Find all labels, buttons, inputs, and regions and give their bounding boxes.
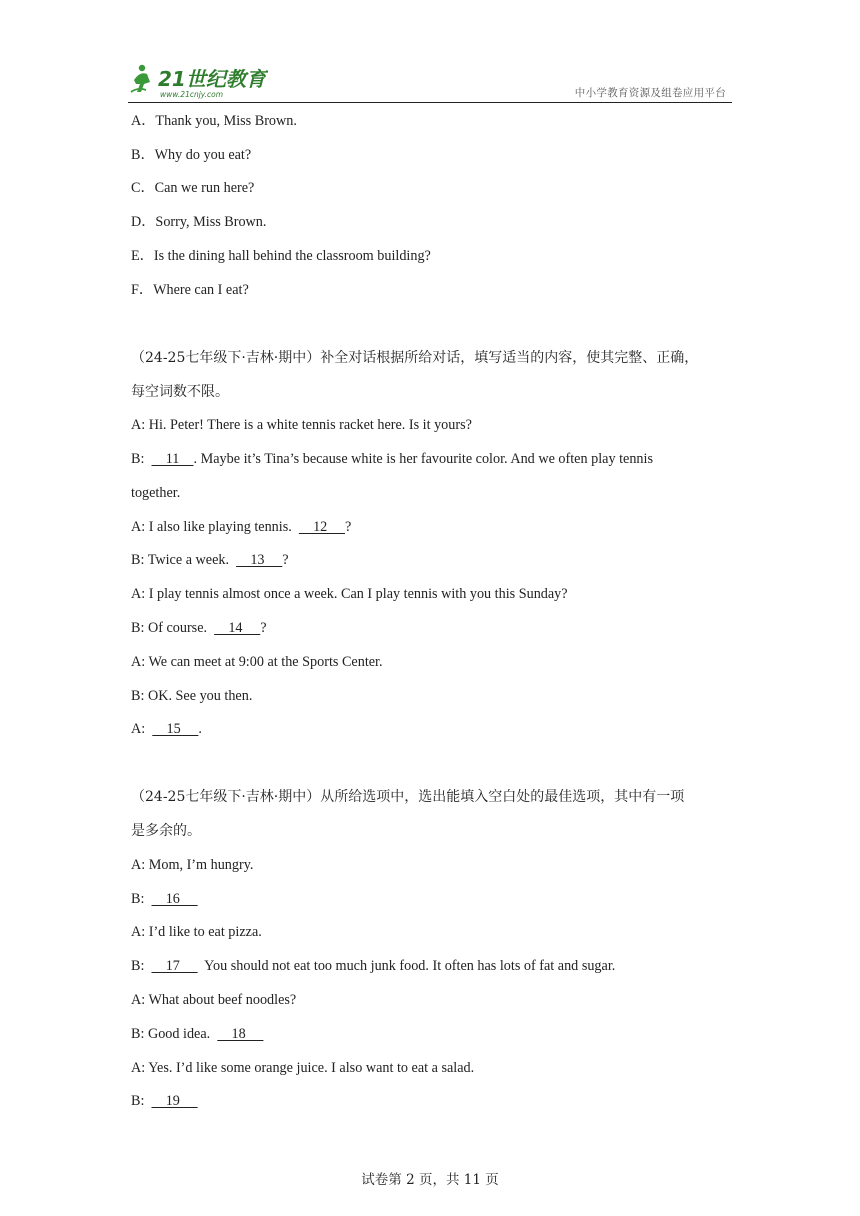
dialogue-line: B: OK. See you then. bbox=[131, 688, 253, 704]
blank-13: 13 bbox=[236, 552, 283, 568]
blank-17: 17 bbox=[151, 958, 198, 974]
dialogue-line: A: 15 . bbox=[131, 721, 202, 737]
blank-12: 12 bbox=[298, 519, 345, 535]
dialogue-line: A: I play tennis almost once a week. Can I play tennis with you this Sunday? bbox=[131, 586, 568, 602]
dialogue-line: together. bbox=[131, 485, 181, 501]
dialogue-line: A: Hi. Peter! There is a white tennis racket here. Is it yours? bbox=[131, 417, 472, 433]
section3-instruction: （24-25七年级下·吉林·期中）从所给选项中，选出能填入空白处的最佳选项，其中有一项 bbox=[131, 789, 685, 805]
option-d: D．Sorry, Miss Brown. bbox=[131, 214, 267, 230]
blank-15: 15 bbox=[152, 721, 199, 737]
blank-18: 18 bbox=[217, 1026, 264, 1042]
dialogue-line: B: 19 bbox=[131, 1093, 198, 1109]
dialogue-line: A: Yes. I’d like some orange juice. I also want to eat a salad. bbox=[131, 1060, 475, 1076]
dialogue-line: B: Twice a week. 13 ? bbox=[131, 552, 289, 568]
page-footer: 试卷第 2 页，共 11 页 bbox=[361, 1172, 499, 1188]
platform-name: 中小学教育资源及组卷应用平台 bbox=[574, 87, 726, 99]
dialogue-line: B: 17 You should not eat too much junk food. It often has lots of fat and sugar. bbox=[131, 958, 616, 974]
section3-instruction-cont: 是多余的。 bbox=[131, 823, 201, 839]
blank-14: 14 bbox=[214, 620, 261, 636]
option-c: C．Can we run here? bbox=[131, 180, 255, 196]
page-header bbox=[128, 62, 732, 103]
svg-text:www.21cnjy.com: www.21cnjy.com bbox=[160, 90, 224, 99]
dialogue-line: B: 16 bbox=[131, 891, 198, 907]
dialogue-line: A: We can meet at 9:00 at the Sports Center. bbox=[131, 654, 383, 670]
option-e: E．Is the dining hall behind the classroom building? bbox=[131, 248, 431, 264]
dialogue-line: B: 11 . Maybe it’s Tina’s because white is her favourite color. And we often play tennis bbox=[131, 451, 653, 467]
dialogue-line: A: What about beef noodles? bbox=[131, 992, 297, 1008]
option-b: B．Why do you eat? bbox=[131, 147, 252, 163]
dialogue-line: B: Good idea. 18 bbox=[131, 1026, 264, 1042]
svg-text:21世纪教育: 21世纪教育 bbox=[158, 67, 266, 91]
dialogue-line: A: I’d like to eat pizza. bbox=[131, 924, 262, 940]
dialogue-line: B: Of course. 14 ? bbox=[131, 620, 267, 636]
dialogue-line: A: I also like playing tennis. 12 ? bbox=[131, 519, 352, 535]
section2-instruction: （24-25七年级下·吉林·期中）补全对话根据所给对话，填写适当的内容，使其完整、正确， bbox=[131, 350, 699, 366]
option-f: F．Where can I eat? bbox=[131, 282, 249, 298]
option-a: A．Thank you, Miss Brown. bbox=[131, 113, 297, 129]
blank-19: 19 bbox=[151, 1093, 198, 1109]
blank-11: 11 bbox=[151, 451, 194, 467]
section2-instruction-cont: 每空词数不限。 bbox=[131, 384, 229, 400]
blank-16: 16 bbox=[151, 891, 198, 907]
site-logo bbox=[128, 62, 268, 100]
dialogue-line: A: Mom, I’m hungry. bbox=[131, 857, 254, 873]
